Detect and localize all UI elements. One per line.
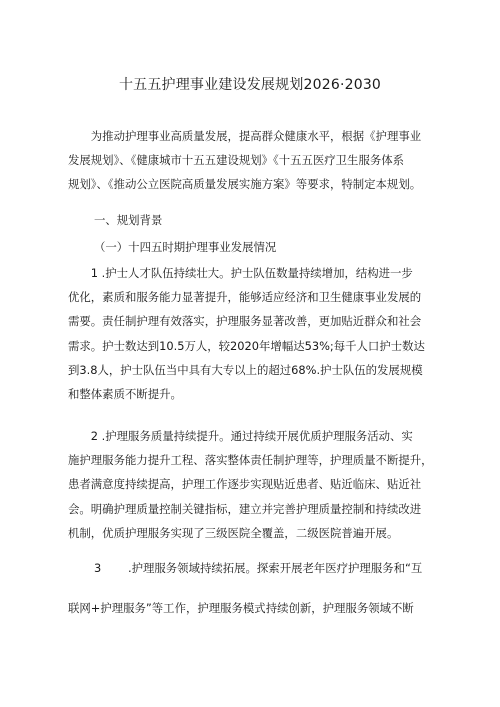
item-1-line: 优化，素质和服务能力显著提升，能够适应经济和卫生健康事业发展的 — [68, 290, 422, 305]
subsection-heading: （一）十四五时期护理事业发展情况 — [94, 240, 277, 254]
intro-line: 为推动护理事业高质量发展，提高群众健康水平，根据《护理事业 — [68, 129, 422, 143]
item-2-line: 患者满意度持续提高，护理工作逐步实现贴近患者、贴近临床、贴近社 — [68, 477, 422, 492]
item-2-line: 2 .护理服务质量持续提升。通过持续开展优质护理服务活动、实 — [68, 429, 413, 443]
item-2-line: 会。明确护理质量控制关键指标，建立并完善护理质量控制和持续改进 — [68, 501, 422, 516]
item-3-first-line — [94, 556, 422, 580]
intro-line: 规划》、《推动公立医院高质量发展实施方案》等要求，特制定本规划。 — [68, 177, 422, 192]
item-1-line: 和整体素质不断提升。 — [68, 387, 182, 402]
item-1-line: 需要。责任制护理有效落实，护理服务显著改善，更加贴近群众和社会 — [68, 314, 422, 329]
intro-line: 发展规划》、《健康城市十五五建设规划》《十五五医疗卫生服务体系 — [68, 153, 405, 168]
item-3-second-line: 联网+护理服务”等工作，护理服务模式持续创新，护理服务领域不断 — [68, 601, 414, 615]
section-heading: 一、规划背景 — [94, 213, 163, 227]
item-1-paragraph — [68, 261, 438, 406]
item-3-head-text: .护理服务领域持续拓展。探索开展老年医疗护理服务和“互 — [128, 561, 423, 575]
item-2-paragraph — [68, 424, 438, 545]
item-1-line: 1 .护士人才队伍持续壮大。护士队伍数量持续增加，结构进一步 — [68, 266, 413, 280]
item-2-line: 施护理服务能力提升工程、落实整体责任制护理等，护理质量不断提升， — [68, 453, 433, 468]
intro-paragraph — [68, 124, 438, 197]
item-1-line: 需求。护士数达到10.5万人，较2020年增幅达53%;每千人口护士数达 — [68, 338, 425, 353]
item-3-number: 3 — [94, 561, 102, 575]
document-title: 十五五护理事业建设发展规划2026·2030 — [118, 77, 382, 93]
item-2-line: 机制，优质护理服务实现了三级医院全覆盖，二级医院普遍开展。 — [68, 525, 399, 540]
item-1-line: 到3.8人，护士队伍当中具有大专以上的超过68%.护士队伍的发展规模 — [68, 362, 423, 377]
